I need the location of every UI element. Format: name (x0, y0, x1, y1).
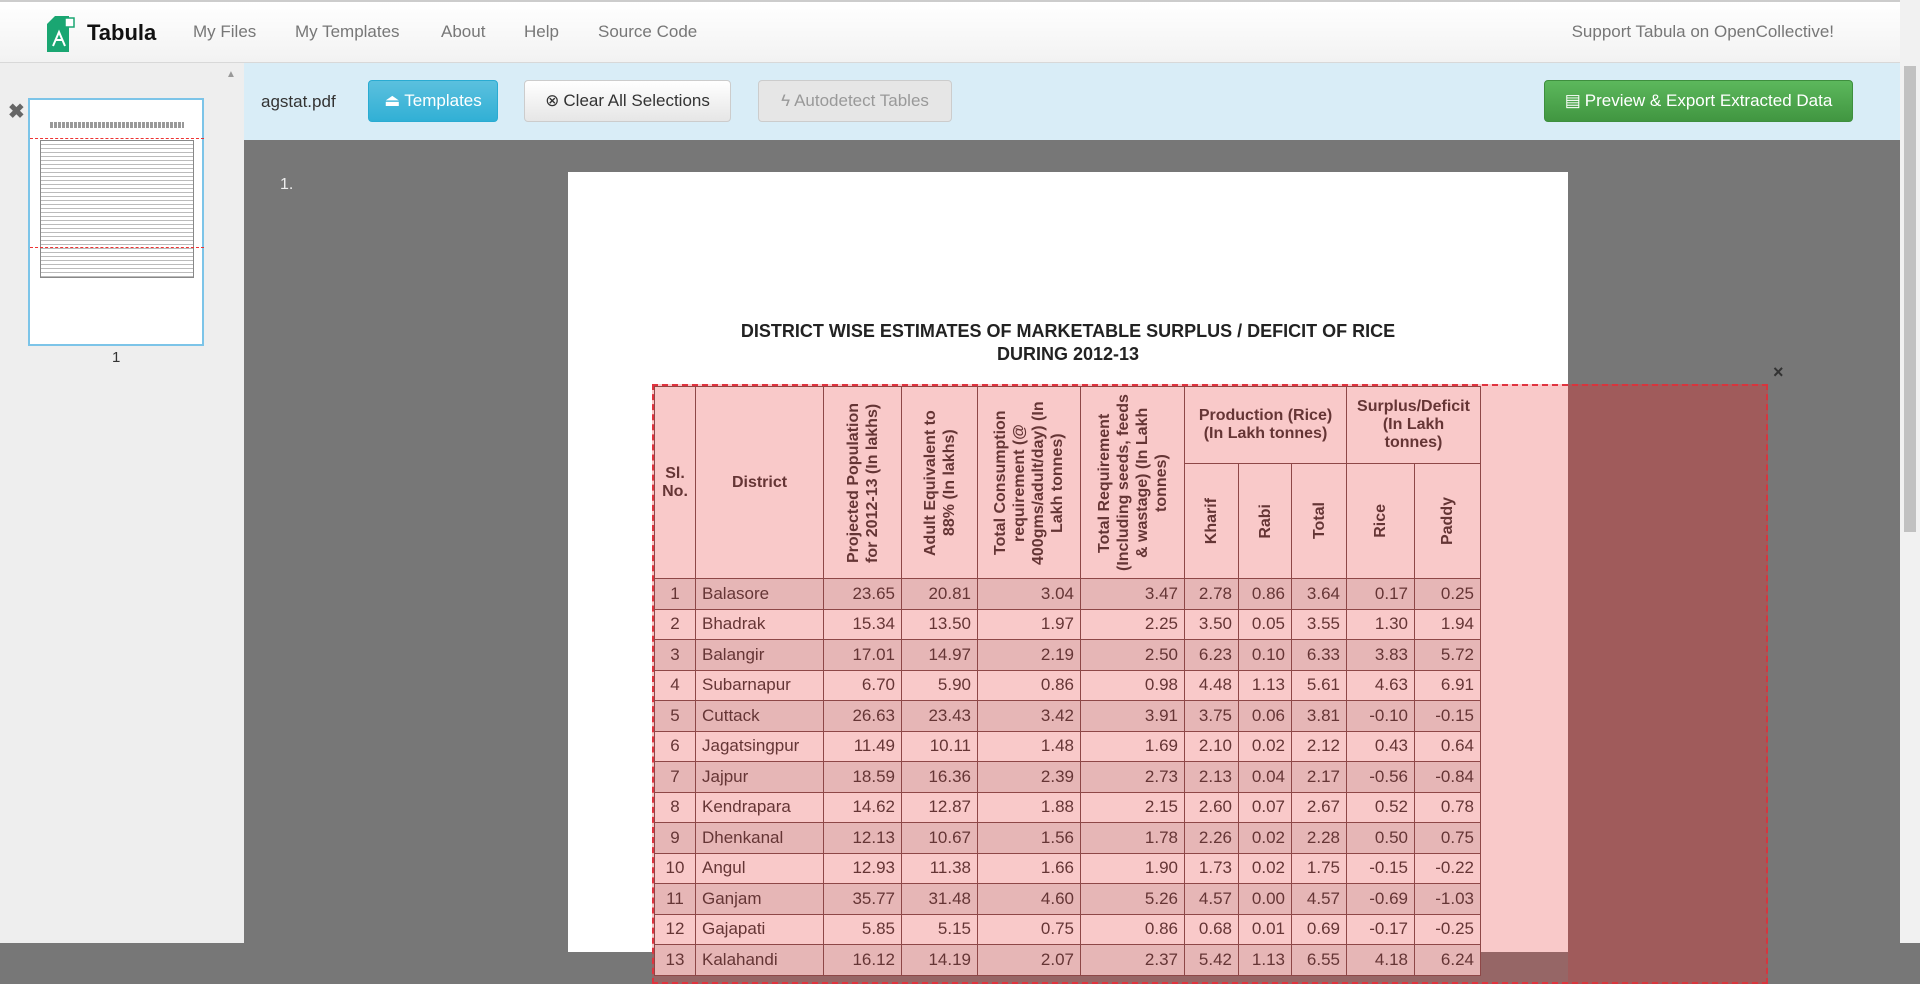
thumbnail-title (50, 122, 184, 128)
table-cell: 14.97 (902, 640, 978, 671)
table-cell: 1.97 (978, 609, 1081, 640)
table-cell: 1.73 (1185, 853, 1239, 884)
table-cell: 0.04 (1239, 762, 1292, 793)
table-cell: 6 (655, 731, 696, 762)
header-requirement: Total Requirement (Including seeds, feeds & wastage) (In Lakh tonnes) (1081, 387, 1185, 579)
table-cell: 2.28 (1292, 823, 1347, 854)
table-cell: 0.78 (1415, 792, 1481, 823)
table-cell: 2.60 (1185, 792, 1239, 823)
autodetect-label: Autodetect Tables (794, 91, 929, 110)
header-total: Total (1292, 464, 1347, 579)
table-cell: 14.62 (824, 792, 902, 823)
table-cell: Jagatsingpur (696, 731, 824, 762)
nav-my-templates[interactable]: My Templates (295, 22, 400, 41)
remove-selection-icon[interactable]: × (1773, 362, 1784, 382)
table-cell: -0.17 (1347, 914, 1415, 945)
table-cell: Ganjam (696, 884, 824, 915)
table-cell: 0.52 (1347, 792, 1415, 823)
table-cell: 4.57 (1292, 884, 1347, 915)
table-cell: 12.93 (824, 853, 902, 884)
table-cell: 2.37 (1081, 945, 1185, 976)
table-cell: -0.69 (1347, 884, 1415, 915)
table-cell: -1.03 (1415, 884, 1481, 915)
table-cell: 1.13 (1239, 670, 1292, 701)
table-cell: 11 (655, 884, 696, 915)
document-title (568, 320, 1568, 366)
header-production: Production (Rice) (In Lakh tonnes) (1185, 387, 1347, 464)
table-cell: 5.90 (902, 670, 978, 701)
table-cell: 6.23 (1185, 640, 1239, 671)
table-cell: 5.26 (1081, 884, 1185, 915)
table-cell: 3.81 (1292, 701, 1347, 732)
table-cell: 6.33 (1292, 640, 1347, 671)
table-cell: 20.81 (902, 579, 978, 610)
table-cell: 4.18 (1347, 945, 1415, 976)
navbar (0, 0, 1900, 63)
table-cell: 1.30 (1347, 609, 1415, 640)
table-cell: 0.00 (1239, 884, 1292, 915)
filename: agstat.pdf (261, 92, 336, 111)
table-cell: 0.05 (1239, 609, 1292, 640)
table-cell: 1.88 (978, 792, 1081, 823)
table-cell: 2.12 (1292, 731, 1347, 762)
table-cell: 0.64 (1415, 731, 1481, 762)
nav-help[interactable]: Help (524, 22, 559, 41)
table-cell: 35.77 (824, 884, 902, 915)
table-cell: 5 (655, 701, 696, 732)
templates-button[interactable] (368, 80, 498, 122)
table-cell: 0.69 (1292, 914, 1347, 945)
templates-icon: ⏏ (384, 91, 401, 110)
table-cell: 4.48 (1185, 670, 1239, 701)
header-rice: Rice (1347, 464, 1415, 579)
table-cell: 5.15 (902, 914, 978, 945)
table-cell: 0.43 (1347, 731, 1415, 762)
preview-label: Preview & Export Extracted Data (1584, 91, 1833, 110)
table-cell: 0.86 (1239, 579, 1292, 610)
table-cell: 1.56 (978, 823, 1081, 854)
nav-source-code[interactable]: Source Code (598, 22, 698, 41)
header-sl-no: Sl. No. (655, 387, 696, 579)
close-icon[interactable]: ✖ (8, 101, 25, 123)
table-cell: -0.15 (1347, 853, 1415, 884)
table-cell: 31.48 (902, 884, 978, 915)
table-cell: 26.63 (824, 701, 902, 732)
vertical-scrollbar[interactable] (1900, 0, 1920, 943)
table-cell: Bhadrak (696, 609, 824, 640)
page-thumbnail[interactable] (28, 98, 204, 346)
table-cell: 2.07 (978, 945, 1081, 976)
table-cell: 2.10 (1185, 731, 1239, 762)
table-cell: 3.04 (978, 579, 1081, 610)
table-cell: 15.34 (824, 609, 902, 640)
thumbnail-page-label: 1 (112, 349, 121, 366)
clear-all-selections-button[interactable] (524, 80, 731, 122)
header-paddy: Paddy (1415, 464, 1481, 579)
table-cell: 0.02 (1239, 853, 1292, 884)
table-cell: -0.22 (1415, 853, 1481, 884)
table-cell: 6.55 (1292, 945, 1347, 976)
table-cell: 0.10 (1239, 640, 1292, 671)
table-cell: 0.98 (1081, 670, 1185, 701)
table-cell: 16.36 (902, 762, 978, 793)
table-cell: 2.78 (1185, 579, 1239, 610)
scrollbar-thumb[interactable] (1904, 66, 1916, 532)
thumbnail-selection (30, 138, 204, 248)
list-icon: ▤ (1564, 91, 1581, 110)
preview-export-button[interactable] (1544, 80, 1853, 122)
table-cell: 3.55 (1292, 609, 1347, 640)
table-cell: Kendrapara (696, 792, 824, 823)
table-cell: 0.25 (1415, 579, 1481, 610)
table-cell: Gajapati (696, 914, 824, 945)
header-surplus: Surplus/Deficit (In Lakh tonnes) (1347, 387, 1481, 464)
table-cell: 11.49 (824, 731, 902, 762)
table-cell: -0.15 (1415, 701, 1481, 732)
table-cell: 2.67 (1292, 792, 1347, 823)
table-cell: 6.70 (824, 670, 902, 701)
table-cell: 0.86 (1081, 914, 1185, 945)
table-cell: Jajpur (696, 762, 824, 793)
header-adult: Adult Equivalent to 88% (In lakhs) (902, 387, 978, 579)
table-cell: Balasore (696, 579, 824, 610)
table-cell: 5.42 (1185, 945, 1239, 976)
title-line-2: DURING 2012-13 (996, 344, 1140, 364)
header-population: Projected Population for 2012-13 (In lakhs) (824, 387, 902, 579)
table-cell: 3.42 (978, 701, 1081, 732)
table-cell: 2 (655, 609, 696, 640)
nav-my-files[interactable]: My Files (193, 22, 257, 41)
table-cell: Kalahandi (696, 945, 824, 976)
table-cell: 16.12 (824, 945, 902, 976)
table-cell: 11.38 (902, 853, 978, 884)
table-cell: 4.57 (1185, 884, 1239, 915)
table-cell: 1.69 (1081, 731, 1185, 762)
header-kharif: Kharif (1185, 464, 1239, 579)
table-cell: 0.75 (1415, 823, 1481, 854)
table-cell: 2.73 (1081, 762, 1185, 793)
title-line-1: DISTRICT WISE ESTIMATES OF MARKETABLE SURPLUS / DEFICIT OF RICE (740, 321, 1396, 341)
table-cell: 5.85 (824, 914, 902, 945)
table-cell: 6.24 (1415, 945, 1481, 976)
table-cell: 23.65 (824, 579, 902, 610)
table-cell: 9 (655, 823, 696, 854)
table-cell: 4.60 (978, 884, 1081, 915)
table-cell: 10.67 (902, 823, 978, 854)
table-cell: 0.06 (1239, 701, 1292, 732)
page-number: 1. (280, 176, 294, 193)
table-cell: 1.90 (1081, 853, 1185, 884)
table-cell: 0.07 (1239, 792, 1292, 823)
table-cell: 2.50 (1081, 640, 1185, 671)
remove-circle-icon: ⊗ (545, 91, 560, 110)
table-cell: 0.01 (1239, 914, 1292, 945)
table-cell: 1 (655, 579, 696, 610)
table-cell: 3.91 (1081, 701, 1185, 732)
selection-outside-page (1568, 384, 1768, 984)
table-cell: 1.75 (1292, 853, 1347, 884)
header-district: District (696, 387, 824, 579)
table-cell: 0.02 (1239, 731, 1292, 762)
table-cell: 0.86 (978, 670, 1081, 701)
table-cell: 14.19 (902, 945, 978, 976)
table-cell: 13 (655, 945, 696, 976)
table-cell: -0.10 (1347, 701, 1415, 732)
table-cell: 1.13 (1239, 945, 1292, 976)
table-cell: 2.39 (978, 762, 1081, 793)
table-cell: 5.72 (1415, 640, 1481, 671)
page-sidebar (0, 63, 244, 943)
table-cell: Dhenkanal (696, 823, 824, 854)
table-cell: 23.43 (902, 701, 978, 732)
table-cell: 17.01 (824, 640, 902, 671)
table-cell: 6.91 (1415, 670, 1481, 701)
table-cell: 0.02 (1239, 823, 1292, 854)
table-cell: 2.17 (1292, 762, 1347, 793)
scroll-up-icon[interactable]: ▲ (226, 69, 236, 80)
table-cell: -0.25 (1415, 914, 1481, 945)
table-cell: 0.68 (1185, 914, 1239, 945)
tabula-logo-icon[interactable] (47, 16, 75, 52)
table-cell: 4 (655, 670, 696, 701)
table-cell: 10 (655, 853, 696, 884)
header-rabi: Rabi (1239, 464, 1292, 579)
table-cell: 13.50 (902, 609, 978, 640)
nav-about[interactable]: About (441, 22, 486, 41)
table-cell: 5.61 (1292, 670, 1347, 701)
table-cell: 3.50 (1185, 609, 1239, 640)
table-cell: 2.15 (1081, 792, 1185, 823)
table-cell: -0.56 (1347, 762, 1415, 793)
table-cell: Angul (696, 853, 824, 884)
table-cell: 3.83 (1347, 640, 1415, 671)
table-cell: 18.59 (824, 762, 902, 793)
table-cell: 2.19 (978, 640, 1081, 671)
autodetect-tables-button[interactable] (758, 80, 952, 122)
table-cell: 2.26 (1185, 823, 1239, 854)
table-cell: 4.63 (1347, 670, 1415, 701)
toolbar (244, 63, 1900, 140)
table-cell: 1.66 (978, 853, 1081, 884)
table-cell: 1.78 (1081, 823, 1185, 854)
table-cell: 3.64 (1292, 579, 1347, 610)
table-cell: 1.94 (1415, 609, 1481, 640)
table-cell: 10.11 (902, 731, 978, 762)
table-cell: Cuttack (696, 701, 824, 732)
templates-label: Templates (404, 91, 482, 110)
table-cell: 12 (655, 914, 696, 945)
table-cell: 2.25 (1081, 609, 1185, 640)
table-cell: 12.87 (902, 792, 978, 823)
table-cell: 0.17 (1347, 579, 1415, 610)
table-cell: Subarnapur (696, 670, 824, 701)
support-link[interactable]: Support Tabula on OpenCollective! (1571, 22, 1834, 41)
clear-label: Clear All Selections (563, 91, 710, 110)
table-cell: 3.47 (1081, 579, 1185, 610)
flash-icon: ϟ (781, 91, 791, 110)
header-consumption: Total Consumption requirement (@ 400gms/adult/day) (In Lakh tonnes) (978, 387, 1081, 579)
table-cell: 2.13 (1185, 762, 1239, 793)
table-cell: 1.48 (978, 731, 1081, 762)
table-cell: Balangir (696, 640, 824, 671)
table-cell: 7 (655, 762, 696, 793)
table-cell: 3 (655, 640, 696, 671)
table-cell: 0.50 (1347, 823, 1415, 854)
table-cell: -0.84 (1415, 762, 1481, 793)
table-cell: 3.75 (1185, 701, 1239, 732)
table-cell: 0.75 (978, 914, 1081, 945)
table-cell: 8 (655, 792, 696, 823)
table-cell: 12.13 (824, 823, 902, 854)
brand[interactable]: Tabula (87, 20, 157, 45)
